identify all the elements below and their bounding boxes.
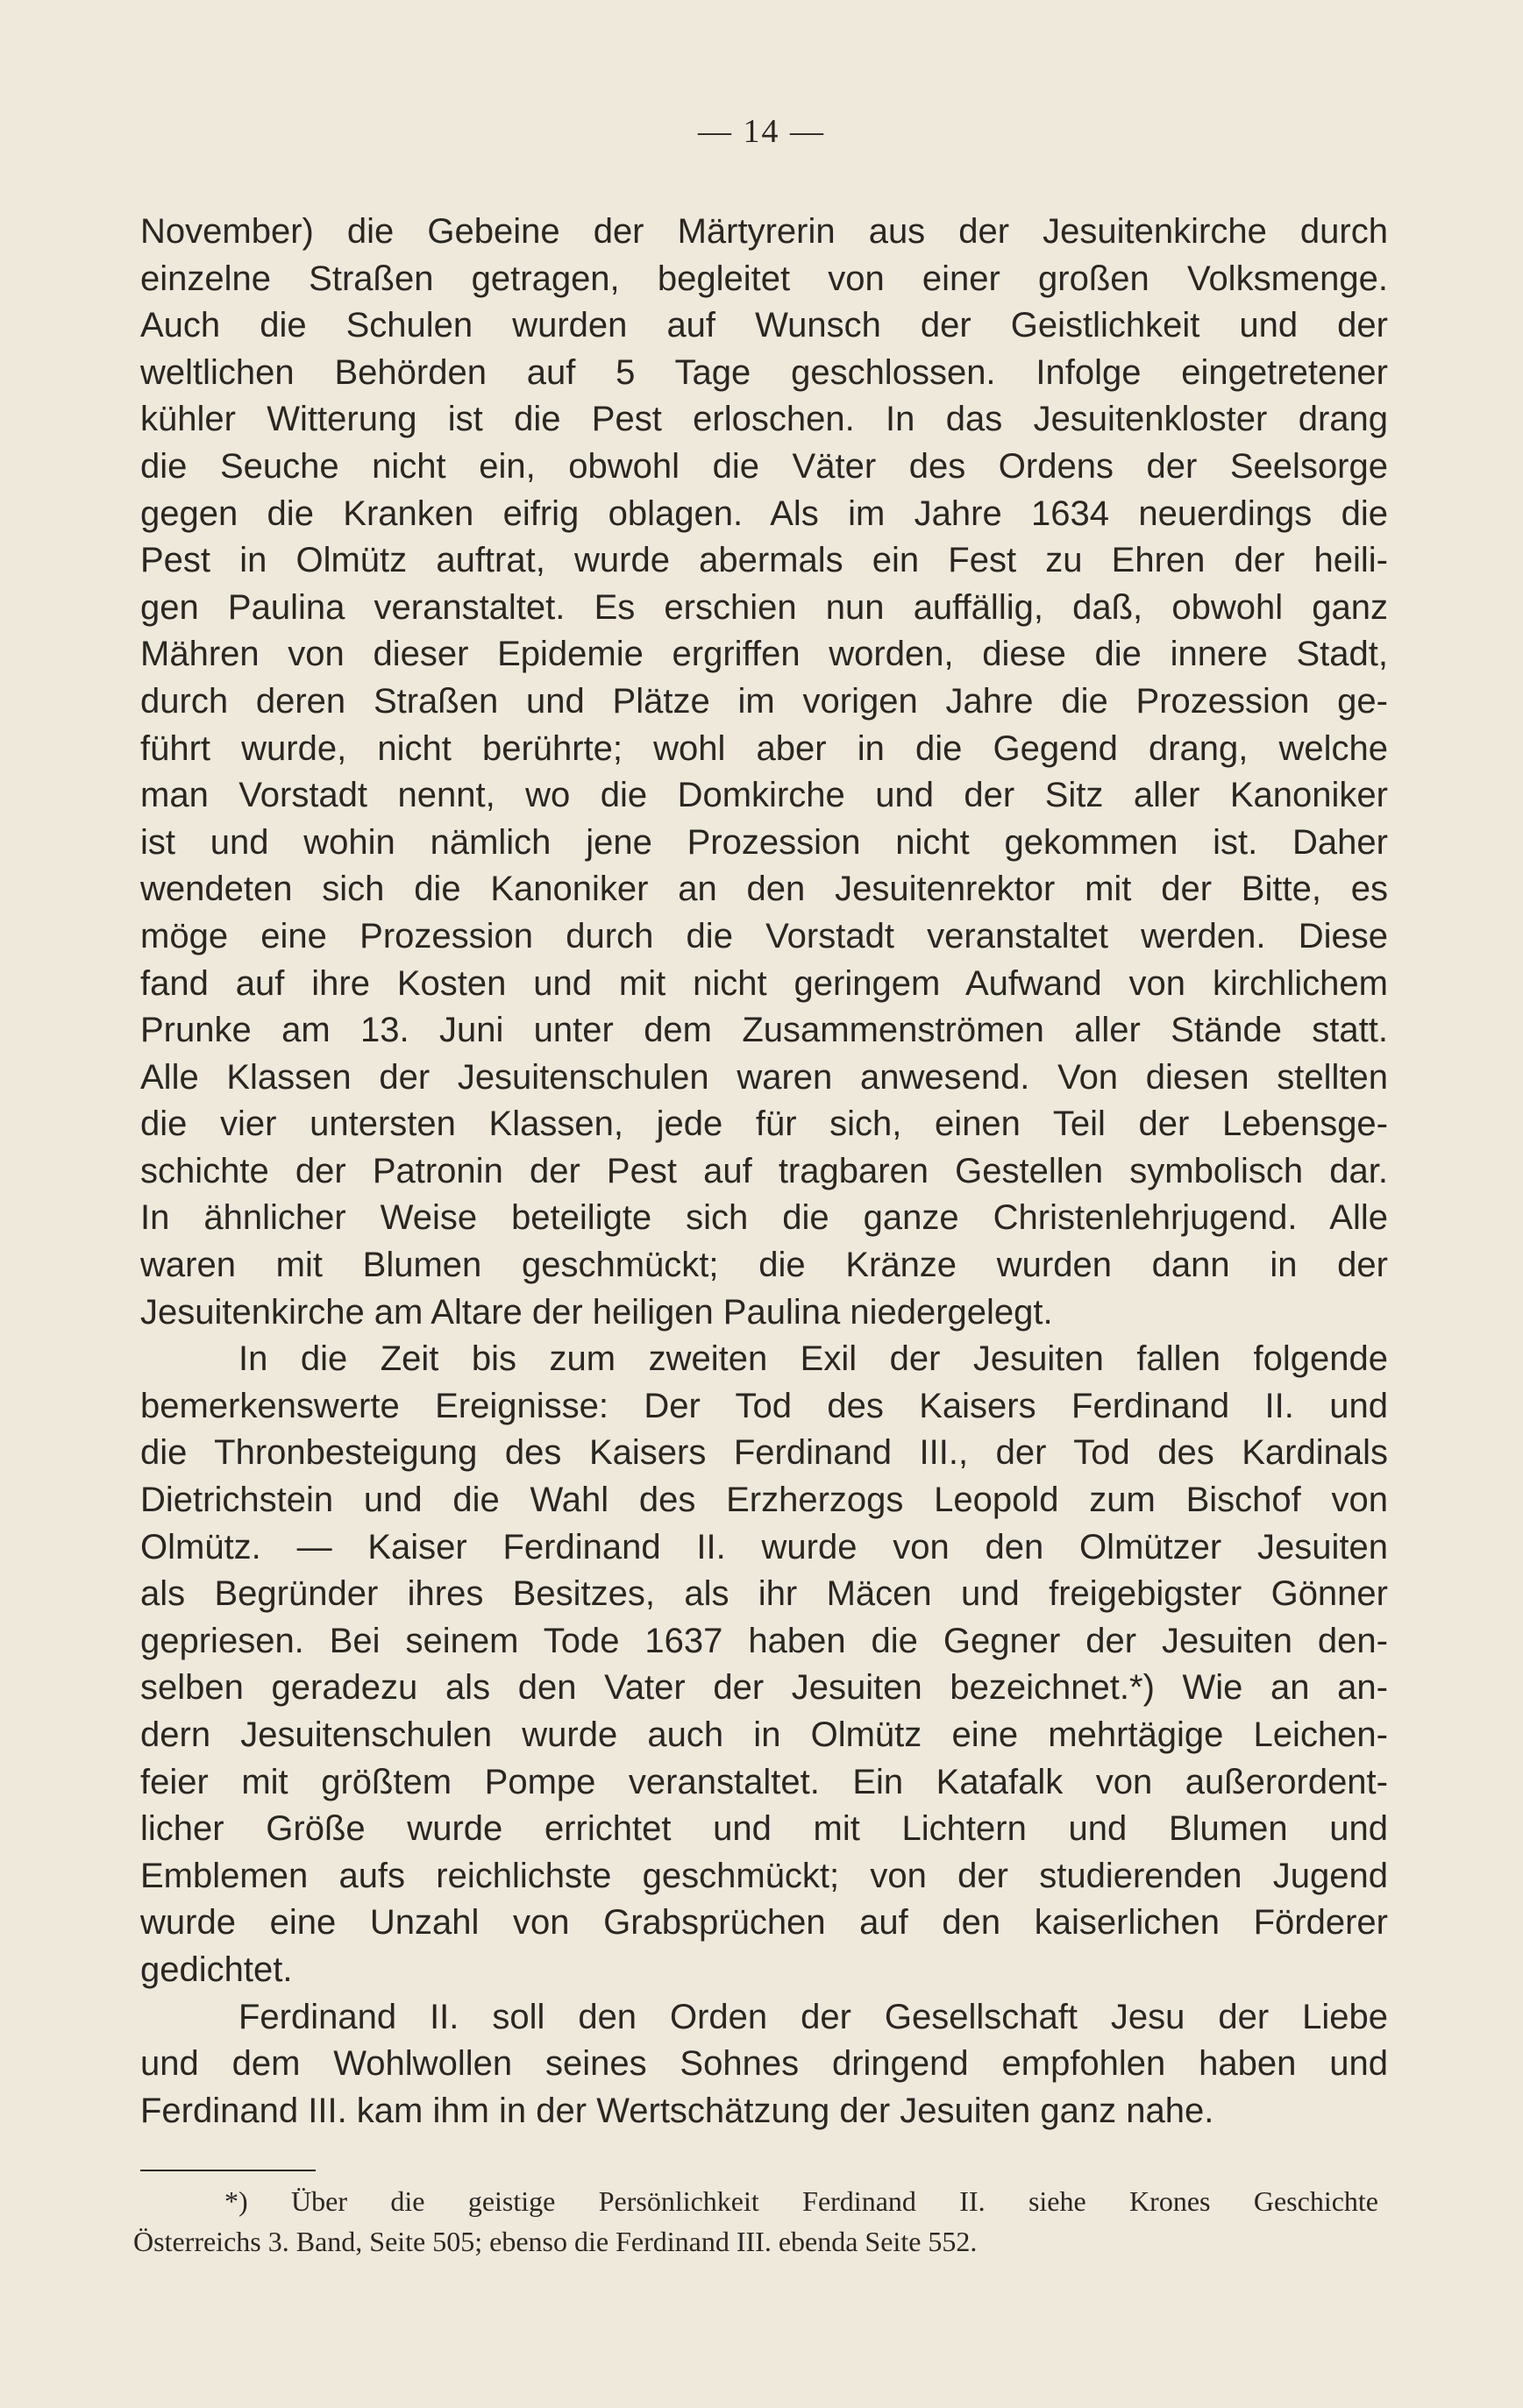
text-line: wurde eine Unzahl von Grabsprüchen auf den kaiserlichen Förderer <box>140 1903 1388 1943</box>
footnote-line: Österreichs 3. Band, Seite 505; ebenso die Ferdinand III. ebenda Seite 552. <box>133 2226 978 2257</box>
text-line: November) die Gebeine der Märtyrerin aus der Jesuitenkirche durch <box>140 212 1388 251</box>
text-line: führt wurde, nicht berührte; wohl aber in die Gegend drang, welche <box>140 728 1388 768</box>
text-line: In ähnlicher Weise beteiligte sich die ganze Christenlehrjugend. Alle <box>140 1198 1388 1238</box>
text-line: weltlichen Behörden auf 5 Tage geschlossen. Infolge eingetretener <box>140 352 1388 392</box>
text-line: fand auf ihre Kosten und mit nicht geringem Aufwand von kirchlichem <box>140 963 1388 1003</box>
text-line: In die Zeit bis zum zweiten Exil der Jesuiten fallen folgende <box>238 1339 1388 1379</box>
text-line: Pest in Olmütz auftrat, wurde abermals ein Fest zu Ehren der heili- <box>140 541 1388 580</box>
text-line: selben geradezu als den Vater der Jesuiten bezeichnet.*) Wie an an- <box>140 1668 1388 1708</box>
text-line: Ferdinand III. kam ihm in der Wertschätzung der Jesuiten ganz nahe. <box>140 2091 1214 2130</box>
text-line: Jesuitenkirche am Altare der heiligen Paulina niedergelegt. <box>140 1292 1053 1332</box>
text-line: wendeten sich die Kanoniker an den Jesuitenrektor mit der Bitte, es <box>140 870 1388 909</box>
footnote-divider <box>140 2170 316 2171</box>
text-line: einzelne Straßen getragen, begleitet von einer großen Volksmenge. <box>140 259 1388 298</box>
text-line: Dietrichstein und die Wahl des Erzherzogs Leopold zum Bischof von <box>140 1481 1388 1520</box>
text-line: durch deren Straßen und Plätze im vorigen Jahre die Prozession ge- <box>140 681 1388 721</box>
text-line: bemerkenswerte Ereignisse: Der Tod des Kaisers Ferdinand II. und <box>140 1386 1388 1425</box>
text-line: kühler Witterung ist die Pest erloschen. In das Jesuitenkloster drang <box>140 400 1388 439</box>
text-line: Prunke am 13. Juni unter dem Zusammenströmen aller Stände statt. <box>140 1011 1388 1050</box>
text-line: feier mit größtem Pompe veranstaltet. Ein Katafalk von außerordent- <box>140 1762 1388 1801</box>
text-line: gepriesen. Bei seinem Tode 1637 haben die Gegner der Jesuiten den- <box>140 1621 1388 1660</box>
text-line: waren mit Blumen geschmückt; die Kränze wurden dann in der <box>140 1246 1388 1285</box>
text-line: Emblemen aufs reichlichste geschmückt; von der studierenden Jugend <box>140 1856 1388 1895</box>
text-line: Auch die Schulen wurden auf Wunsch der Geistlichkeit und der <box>140 306 1388 345</box>
text-line: möge eine Prozession durch die Vorstadt veranstaltet werden. Diese <box>140 916 1388 955</box>
text-line: gedichtet. <box>140 1950 293 1989</box>
text-line: als Begründer ihres Besitzes, als ihr Mäcen und freigebigster Gönner <box>140 1574 1388 1614</box>
text-line: gen Paulina veranstaltet. Es erschien nun auffällig, daß, obwohl ganz <box>140 587 1388 627</box>
footnote <box>133 2181 1378 2262</box>
text-line: licher Größe wurde errichtet und mit Lichtern und Blumen und <box>140 1809 1388 1849</box>
text-line: Mähren von dieser Epidemie ergriffen worden, diese die innere Stadt, <box>140 635 1388 674</box>
text-line: Ferdinand II. soll den Orden der Gesellschaft Jesu der Liebe <box>238 1997 1388 2036</box>
text-line: Alle Klassen der Jesuitenschulen waren anwesend. Von diesen stellten <box>140 1057 1388 1097</box>
text-line: Olmütz. — Kaiser Ferdinand II. wurde von den Olmützer Jesuiten <box>140 1527 1388 1566</box>
text-line: die Seuche nicht ein, obwohl die Väter des Ordens der Seelsorge <box>140 446 1388 486</box>
text-line: ist und wohin nämlich jene Prozession nicht gekommen ist. Daher <box>140 822 1388 862</box>
page-number: — 14 — <box>698 113 825 150</box>
footnote-line: *) Über die geistige Persönlichkeit Ferdinand II. siehe Krones Geschichte <box>224 2185 1378 2217</box>
text-line: die vier untersten Klassen, jede für sich, einen Teil der Lebensge- <box>140 1105 1388 1144</box>
text-line: und dem Wohlwollen seines Sohnes dringend empfohlen haben und <box>140 2044 1388 2084</box>
main-text <box>140 209 1388 2135</box>
text-line: man Vorstadt nennt, wo die Domkirche und der Sitz aller Kanoniker <box>140 776 1388 815</box>
text-line: gegen die Kranken eifrig oblagen. Als im Jahre 1634 neuerdings die <box>140 494 1388 533</box>
text-line: dern Jesuitenschulen wurde auch in Olmütz eine mehrtägige Leichen- <box>140 1715 1388 1754</box>
text-line: die Thronbesteigung des Kaisers Ferdinand III., der Tod des Kardinals <box>140 1433 1388 1473</box>
text-line: schichte der Patronin der Pest auf tragbaren Gestellen symbolisch dar. <box>140 1151 1388 1190</box>
